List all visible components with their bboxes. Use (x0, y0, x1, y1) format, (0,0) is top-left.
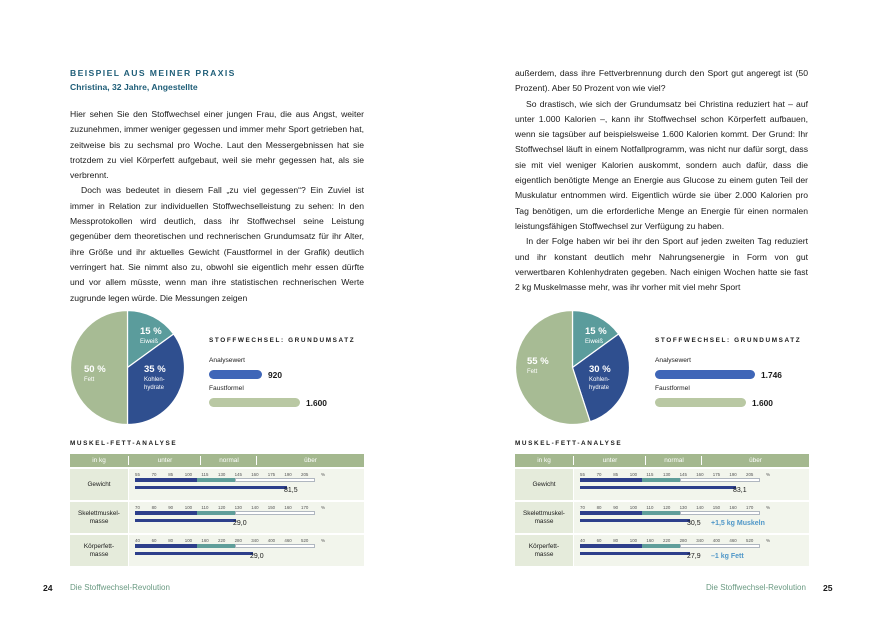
mfa-scale-segment (197, 511, 235, 515)
mfa-tick-label: 140 (251, 505, 259, 510)
mfa-value-bar (135, 486, 287, 489)
mfa-header-cell: über (304, 457, 317, 464)
mfa-tick-label: 150 (712, 505, 721, 510)
slice-pct-protein: 15 % (140, 326, 162, 337)
mfa-header-cell: normal (219, 457, 239, 464)
mfa-value: 29,0 (233, 520, 247, 527)
mfa-tick-label: 205 (301, 472, 309, 477)
mfa-tick-label: 100 (629, 538, 638, 543)
mfa-tick-label: 160 (646, 538, 654, 543)
mfa-tick-label: 400 (267, 538, 276, 543)
mfa-change-note: +1,5 kg Muskeln (711, 520, 765, 527)
footer-title: Die Stoffwechsel-Revolution (706, 583, 806, 592)
mfa-tick-label: 100 (629, 472, 638, 477)
mfa-row-label: Skelettmuskel- masse (70, 502, 128, 533)
mfa-tick-label: 60 (151, 538, 157, 543)
mfa-row-scale (574, 469, 809, 500)
mfa-scale-segment (580, 511, 642, 515)
mfa-header-cell: in kg (537, 457, 551, 464)
metabolism-title: STOFFWECHSEL: GRUNDUMSATZ (209, 337, 356, 344)
mfa-data-row (70, 502, 364, 533)
mfa-tick-label: 160 (201, 538, 209, 543)
mfa-value-bar (580, 519, 690, 522)
mfa-row-scale (129, 535, 364, 566)
mfa-scale-segment (135, 511, 197, 515)
mfa-scale-bar (580, 478, 760, 482)
mfa-tick-label: 40 (580, 538, 585, 543)
mfa-tick-label: 205 (746, 472, 754, 477)
mfa-row-scale (574, 535, 809, 566)
footer-title: Die Stoffwechsel-Revolution (70, 583, 170, 592)
mfa-tick-label: 110 (201, 505, 209, 510)
mfa-value: 81,5 (284, 487, 298, 494)
mfa-tick-label: 170 (301, 505, 309, 510)
slice-name-fat: Fett (527, 369, 538, 375)
mfa-tick-label: 110 (646, 505, 654, 510)
mfa-scale-bar (135, 511, 315, 515)
mfa-tick-label: 175 (712, 472, 721, 477)
mfa-tick-label: 60 (596, 538, 602, 543)
macronutrient-pie-chart (515, 310, 630, 425)
body-text (515, 66, 808, 295)
mfa-tick-label: 340 (251, 538, 259, 543)
slice-name-protein: Eiweiß (140, 339, 159, 345)
mfa-tick-label: 130 (218, 472, 226, 477)
mfa-value: 30,5 (687, 520, 701, 527)
mfa-tick-label: 145 (679, 472, 687, 477)
slice-pct-carbs: 30 % (589, 364, 611, 375)
mfa-unit-label: % (766, 472, 771, 477)
mfa-scale-bar (580, 511, 760, 515)
mfa-scale-segment (135, 478, 197, 482)
mfa-value: 27,9 (687, 553, 701, 560)
mfa-row-scale (574, 502, 809, 533)
mfa-tick-label: 100 (629, 505, 638, 510)
mfa-tick-label: 80 (151, 505, 157, 510)
slice-name-protein: Eiweiß (585, 339, 604, 345)
mfa-tick-label: 160 (729, 505, 737, 510)
formula-value: 1.600 (752, 398, 773, 408)
page-number: 24 (43, 583, 53, 593)
mfa-tick-label: 140 (696, 505, 704, 510)
slice-name-carbs-1: Kohlen- (144, 377, 165, 383)
formula-bar (655, 398, 746, 407)
mfa-tick-label: 85 (168, 472, 174, 477)
mfa-tick-label: 160 (696, 472, 704, 477)
mfa-header-row (70, 454, 364, 467)
mfa-scale-segment (642, 544, 680, 548)
paragraph: außerdem, dass ihre Fettverbrennung durch den Sport gut angeregt ist (50 Prozent). Aber 50 Prozent von wie viel? (515, 68, 808, 94)
mfa-tick-label: 460 (729, 538, 737, 543)
mfa-tick-label: 100 (184, 538, 193, 543)
macronutrient-pie-chart (70, 310, 185, 425)
mfa-scale-segment (235, 478, 315, 482)
analysis-value: 1.746 (761, 370, 782, 380)
mfa-title: MUSKEL-FETT-ANALYSE (70, 440, 178, 447)
mfa-row-scale (129, 469, 364, 500)
slice-name-carbs-2: hydrate (144, 385, 165, 391)
mfa-value-bar (135, 552, 253, 555)
mfa-tick-label: 120 (218, 505, 226, 510)
mfa-tick-label: 280 (234, 538, 242, 543)
slice-pct-carbs: 35 % (144, 364, 166, 375)
body-text (70, 107, 364, 306)
mfa-tick-label: 150 (267, 505, 276, 510)
mfa-value: 29,0 (250, 553, 264, 560)
mfa-unit-label: % (321, 505, 326, 510)
mfa-tick-label: 55 (580, 472, 585, 477)
mfa-tick-label: 190 (729, 472, 737, 477)
mfa-data-row (515, 469, 809, 500)
mfa-scale-segment (197, 478, 235, 482)
muscle-fat-table (515, 454, 809, 569)
formula-label: Faustformel (655, 385, 690, 392)
pie-slices (516, 311, 630, 425)
right-page (440, 0, 879, 624)
mfa-tick-label: 40 (135, 538, 140, 543)
mfa-tick-label: 520 (746, 538, 754, 543)
mfa-unit-label: % (766, 505, 771, 510)
mfa-tick-label: 70 (580, 505, 585, 510)
mfa-scale-segment (680, 511, 760, 515)
mfa-change-note: –1 kg Fett (711, 553, 744, 560)
mfa-scale-segment (580, 478, 642, 482)
mfa-header-cell: normal (664, 457, 684, 464)
slice-pct-protein: 15 % (585, 326, 607, 337)
mfa-scale-segment (580, 544, 642, 548)
mfa-title: MUSKEL-FETT-ANALYSE (515, 440, 623, 447)
formula-bar (209, 398, 300, 407)
mfa-tick-label: 220 (663, 538, 671, 543)
mfa-scale-segment (197, 544, 235, 548)
mfa-scale-bar (135, 478, 315, 482)
page-number: 25 (823, 583, 833, 593)
mfa-header-divider (256, 456, 257, 465)
mfa-scale-bar (580, 544, 760, 548)
mfa-tick-label: 115 (201, 472, 209, 477)
mfa-tick-label: 100 (184, 505, 193, 510)
analysis-label: Analysewert (209, 357, 245, 364)
paragraph: Hier sehen Sie den Stoffwechsel einer jungen Frau, die aus Angst, weiter zuzunehmen, immer weniger gegessen und immer mehr Sport getrieben hat, zeitweise bis zu sechsmal pro Woche. Laut den Messergebnissen hat sie trotzdem zu viel Körperfett aufgebaut, weil sie mehr gegessen hat, als sie verbrennt. (70, 109, 364, 181)
mfa-data-row (70, 535, 364, 566)
mfa-data-row (515, 502, 809, 533)
mfa-row-label: Körperfett- masse (70, 535, 128, 566)
mfa-scale-segment (680, 478, 760, 482)
mfa-value-bar (580, 552, 690, 555)
formula-value: 1.600 (306, 398, 327, 408)
mfa-header-cell: in kg (92, 457, 106, 464)
mfa-tick-label: 80 (613, 538, 619, 543)
mfa-tick-label: 170 (746, 505, 754, 510)
mfa-tick-label: 160 (284, 505, 292, 510)
analysis-value: 920 (268, 370, 282, 380)
slice-pct-fat: 55 % (527, 356, 549, 367)
metabolism-title: STOFFWECHSEL: GRUNDUMSATZ (655, 337, 802, 344)
mfa-scale-segment (235, 544, 315, 548)
mfa-header-row (515, 454, 809, 467)
mfa-row-scale (129, 502, 364, 533)
mfa-scale-segment (235, 511, 315, 515)
slice-name-fat: Fett (84, 377, 95, 383)
mfa-row-label: Gewicht (70, 469, 128, 500)
mfa-tick-label: 145 (234, 472, 242, 477)
mfa-tick-label: 70 (151, 472, 157, 477)
mfa-header-cell: unter (157, 457, 173, 464)
mfa-tick-label: 80 (596, 505, 602, 510)
mfa-header-divider (573, 456, 574, 465)
slice-pct-fat: 50 % (84, 364, 106, 375)
analysis-label: Analysewert (655, 357, 691, 364)
mfa-tick-label: 130 (679, 505, 687, 510)
mfa-row-label: Skelettmuskel- masse (515, 502, 573, 533)
mfa-tick-label: 130 (663, 472, 671, 477)
muscle-fat-table (70, 454, 364, 569)
case-subtitle: Christina, 32 Jahre, Angestellte (70, 82, 198, 92)
slice-name-carbs-1: Kohlen- (589, 377, 610, 383)
mfa-tick-label: 70 (596, 472, 602, 477)
mfa-tick-label: 520 (301, 538, 309, 543)
mfa-tick-label: 90 (168, 505, 174, 510)
mfa-value-bar (580, 486, 736, 489)
mfa-tick-label: 400 (712, 538, 721, 543)
mfa-unit-label: % (766, 538, 771, 543)
mfa-scale-segment (680, 544, 760, 548)
mfa-header-divider (645, 456, 646, 465)
formula-label: Faustformel (209, 385, 244, 392)
mfa-row-label: Körperfett- masse (515, 535, 573, 566)
section-kicker: BEISPIEL AUS MEINER PRAXIS (70, 68, 236, 78)
mfa-scale-segment (642, 511, 680, 515)
mfa-header-cell: über (749, 457, 762, 464)
mfa-value: 83,1 (733, 487, 747, 494)
mfa-tick-label: 90 (613, 505, 619, 510)
mfa-header-divider (128, 456, 129, 465)
paragraph: So drastisch, wie sich der Grundumsatz bei Christina reduziert hat – auf unter 1.000 Kalorien –, kann ihr Stoffwechsel schon Körperfett aufbauen, wenn sie tagsüber auf beispielsweise 1.600 Kalorien kommt. Der Grund: Ihr Stoffwechsel läuft in einem Notfallprogramm, was nicht nur dafür sorgt, dass sie mit viel weniger Kalorien auskommt, sondern auch dafür, dass die eigentlich benötigte Menge an Energie aus Glucose zu einem guten Teil der Muskulatur entnommen wird. Eigentlich würde sie über 2.000 Kalorien pro Tag benötigen, um die erforderliche Menge an Energie für einen normalen leistungsfähigen Stoffwechsel zur Verfügung zu haben. (515, 98, 808, 231)
mfa-tick-label: 85 (613, 472, 619, 477)
mfa-header-divider (200, 456, 201, 465)
mfa-tick-label: 130 (234, 505, 242, 510)
mfa-header-cell: unter (602, 457, 618, 464)
mfa-header-divider (701, 456, 702, 465)
mfa-tick-label: 115 (646, 472, 654, 477)
mfa-scale-segment (642, 478, 680, 482)
mfa-tick-label: 100 (184, 472, 193, 477)
mfa-tick-label: 70 (135, 505, 140, 510)
mfa-tick-label: 190 (284, 472, 292, 477)
mfa-tick-label: 120 (663, 505, 671, 510)
mfa-tick-label: 55 (135, 472, 140, 477)
paragraph: Doch was bedeutet in diesem Fall „zu viel gegessen“? Ein Zuviel ist immer in Relation zur individuellen Stoffwechselleistung zu sehen: In den Messprotokollen wird deutlich, dass ihr Stoffwechsel seine Leistung gegenüber dem theoretischen und rechnerischen Grundumsatz für ihr Alter, ihre Größe und ihr aktuelles Gewicht (Faustformel in der Grafik) deutlich verringert hat. Sie nimmt also zu, obwohl sie eigentlich mehr essen dürfte und vor allem müsste, wenn man ihre statistischen rechnerischen Werte zugrunde legen würde. Die Messungen zeigen (70, 185, 364, 303)
mfa-tick-label: 280 (679, 538, 687, 543)
mfa-tick-label: 80 (168, 538, 174, 543)
mfa-tick-label: 175 (267, 472, 276, 477)
analysis-bar (655, 370, 755, 379)
mfa-data-row (515, 535, 809, 566)
slice-name-carbs-2: hydrate (589, 385, 610, 391)
mfa-value-bar (135, 519, 236, 522)
mfa-scale-bar (135, 544, 315, 548)
mfa-data-row (70, 469, 364, 500)
mfa-scale-segment (135, 544, 197, 548)
mfa-row-label: Gewicht (515, 469, 573, 500)
mfa-unit-label: % (321, 538, 326, 543)
mfa-tick-label: 220 (218, 538, 226, 543)
paragraph: In der Folge haben wir bei ihr den Sport auf jeden zweiten Tag reduziert und ihr konstant deutlich mehr Nahrungsenergie in Form von gut verwertbaren Kohlenhydraten gegeben. Nach einigen Wochen hatte sie fast 2 kg Muskelmasse mehr, was ihr vorher mit viel mehr Sport (515, 236, 808, 293)
mfa-unit-label: % (321, 472, 326, 477)
mfa-tick-label: 340 (696, 538, 704, 543)
analysis-bar (209, 370, 262, 379)
mfa-tick-label: 160 (251, 472, 259, 477)
mfa-tick-label: 460 (284, 538, 292, 543)
